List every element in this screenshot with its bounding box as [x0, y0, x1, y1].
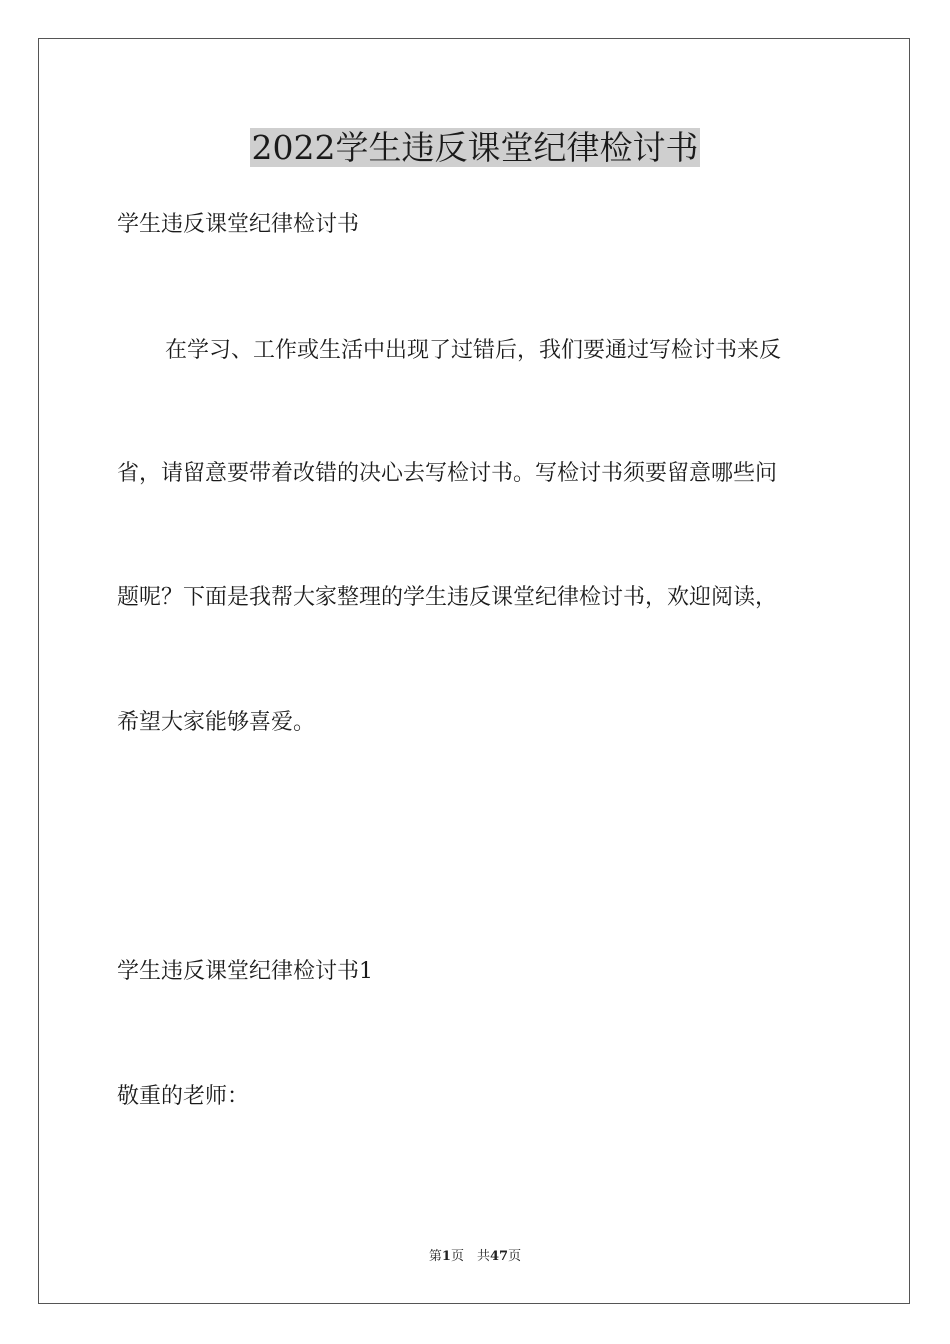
intro-paragraph-line-2: 省，请留意要带着改错的决心去写检讨书。写检讨书须要留意哪些问 — [117, 461, 778, 486]
document-title-text: 2022学生违反课堂纪律检讨书 — [251, 128, 699, 167]
footer-page-number: 1 — [441, 1249, 451, 1264]
footer-total-pages: 47 — [489, 1249, 509, 1264]
footer-page-mid: 页 共 — [450, 1249, 490, 1264]
intro-paragraph-line-1: 在学习、工作或生活中出现了过错后，我们要通过写检讨书来反 — [165, 338, 782, 363]
page-footer — [0, 1248, 950, 1266]
salutation: 敬重的老师： — [117, 1084, 250, 1109]
document-subtitle: 学生违反课堂纪律检讨书 — [117, 212, 360, 237]
document-title — [0, 128, 950, 168]
footer-page-prefix: 第 — [428, 1249, 442, 1264]
intro-paragraph-line-4: 希望大家能够喜爱。 — [117, 710, 316, 735]
footer-page-suffix: 页 — [508, 1249, 522, 1264]
intro-paragraph-line-3: 题呢？下面是我帮大家整理的学生违反课堂纪律检讨书，欢迎阅读， — [117, 585, 778, 610]
section-heading: 学生违反课堂纪律检讨书1 — [117, 959, 373, 984]
